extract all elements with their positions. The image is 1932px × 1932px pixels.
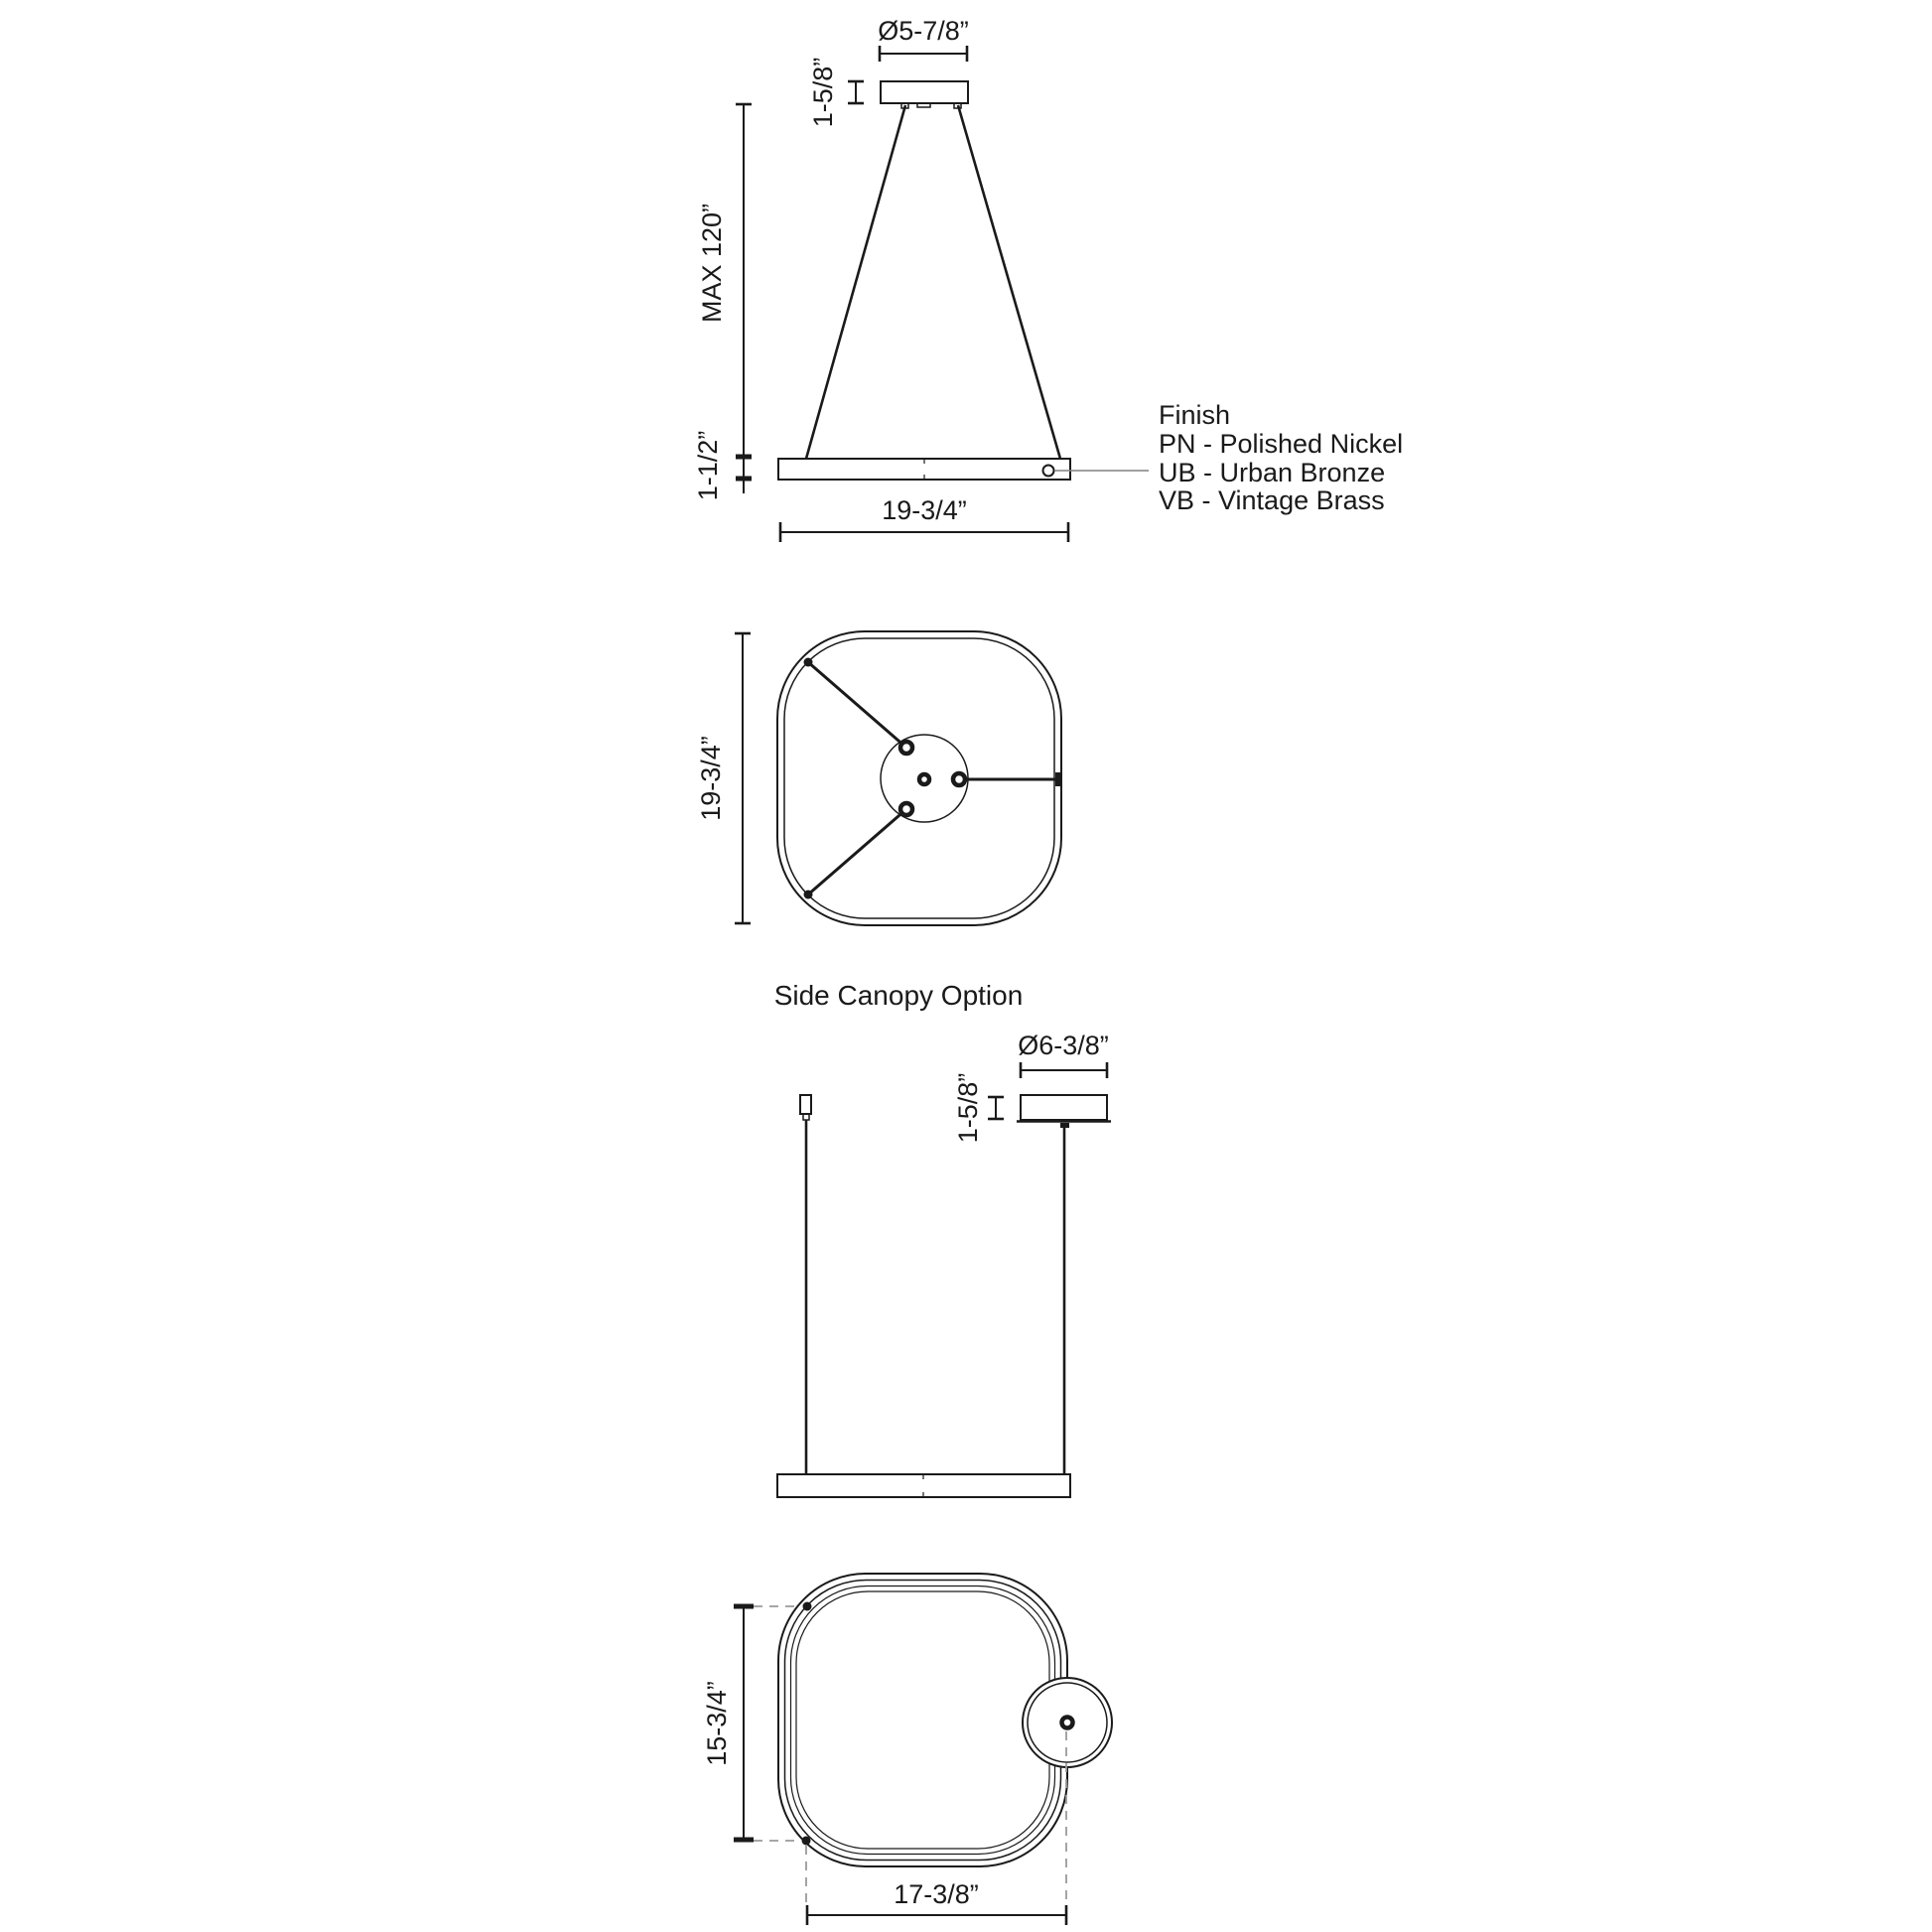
fixture-width-label: 19-3/4” bbox=[882, 495, 967, 525]
canopy-diameter-label: Ø5-7/8” bbox=[878, 16, 969, 46]
front-elevation-view bbox=[693, 16, 1403, 542]
side-canopy-height-label: 1-5/8” bbox=[953, 1072, 983, 1144]
side-canopy-heading: Side Canopy Option bbox=[773, 980, 1024, 1011]
side-canopy-diameter-label: Ø6-3/8” bbox=[1018, 1031, 1109, 1060]
finish-heading: Finish bbox=[1159, 400, 1231, 430]
cable-gripper bbox=[800, 1095, 811, 1114]
max-drop-label: MAX 120” bbox=[697, 203, 727, 324]
suspension-wire-left bbox=[806, 105, 905, 459]
finish-option-vb: VB - Vintage Brass bbox=[1159, 485, 1385, 515]
wire-anchor-dot bbox=[804, 891, 813, 899]
plan-size-label: 19-3/4” bbox=[696, 736, 726, 821]
reference-dot-bottom bbox=[802, 1837, 811, 1846]
plan-view-center-canopy bbox=[696, 631, 1061, 925]
plan-wire-lower-left bbox=[808, 809, 906, 895]
side-canopy-body bbox=[1021, 1095, 1107, 1120]
plan-width-label: 17-3/8” bbox=[894, 1879, 979, 1909]
wire-anchor-tick bbox=[1055, 772, 1060, 786]
wire-anchor-dot bbox=[804, 658, 813, 667]
canopy-center-nub bbox=[917, 103, 930, 107]
finish-legend bbox=[1159, 400, 1403, 515]
fixture-outline-4 bbox=[796, 1591, 1049, 1849]
screw-hole bbox=[900, 803, 912, 815]
finish-option-ub: UB - Urban Bronze bbox=[1159, 458, 1386, 487]
canopy-body bbox=[881, 81, 968, 103]
suspension-wire-right bbox=[958, 105, 1060, 459]
center-hole bbox=[919, 774, 929, 784]
plan-height-label: 15-3/4” bbox=[702, 1681, 732, 1766]
side-canopy-nub bbox=[1060, 1123, 1069, 1128]
plan-wire-upper-left bbox=[808, 662, 906, 748]
reference-dot-top bbox=[803, 1602, 812, 1611]
finish-callout-point bbox=[1043, 466, 1054, 477]
fixture-outline-3 bbox=[791, 1587, 1055, 1855]
canopy-height-label: 1-5/8” bbox=[808, 57, 838, 128]
fixture-outline-2 bbox=[785, 1581, 1061, 1861]
screw-hole bbox=[900, 742, 912, 754]
finish-option-pn: PN - Polished Nickel bbox=[1159, 429, 1404, 459]
plan-view-side-canopy bbox=[702, 1574, 1112, 1925]
screw-hole bbox=[953, 773, 965, 785]
side-canopy-center-hole bbox=[1062, 1718, 1073, 1728]
side-canopy-elevation-view bbox=[777, 1031, 1111, 1497]
fixture-height-label: 1-1/2” bbox=[693, 430, 723, 501]
